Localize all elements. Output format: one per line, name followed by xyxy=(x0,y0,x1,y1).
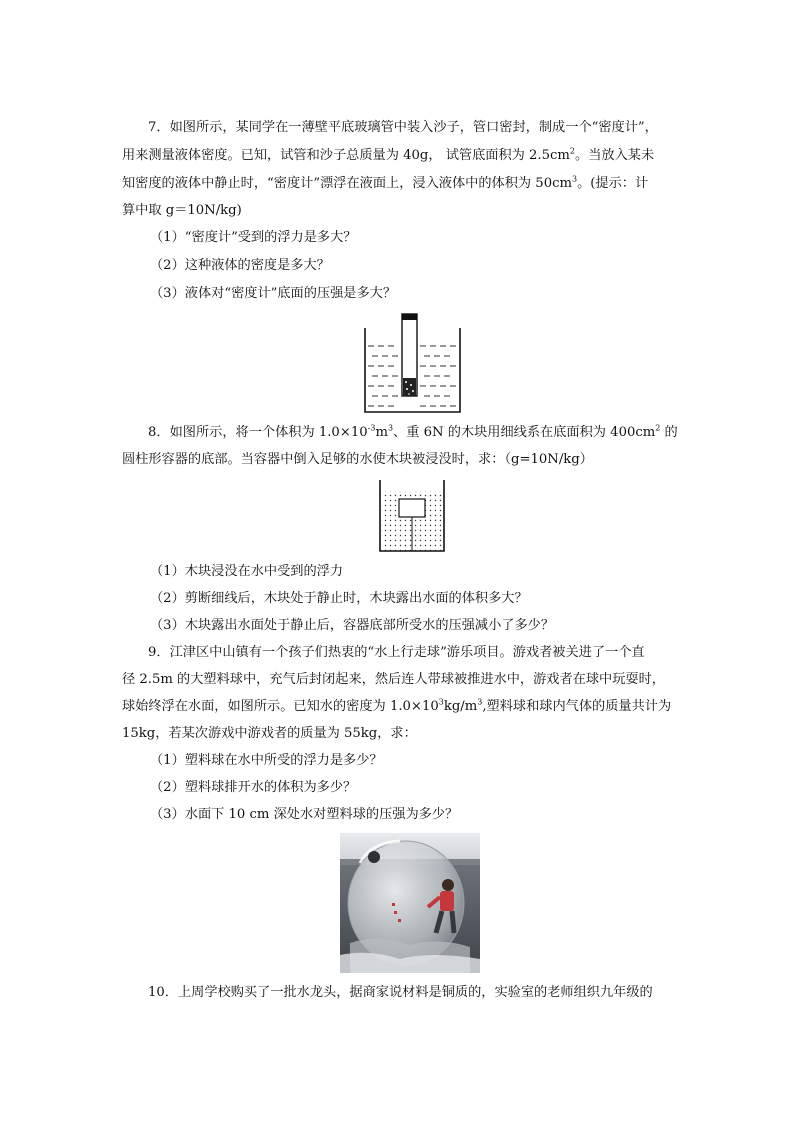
q8-sub-3: （3）木块露出水面处于静止后，容器底部所受水的压强减小了多少？ xyxy=(150,618,555,633)
q7-sub-3: （3）液体对“密度计”底面的压强是多大？ xyxy=(150,286,397,301)
q9-line-2: 径 2.5m 的大塑料球中，充气后封闭起来，然后连人带球被推进水中，游戏者在球中玩耍时， xyxy=(122,672,665,687)
q9-sub-1: （1）塑料球在水中所受的浮力是多少？ xyxy=(150,753,383,768)
q8-line-2: 圆柱形容器的底部。当容器中倒入足够的水使木块被浸没时，求：（g=10N/kg） xyxy=(122,452,593,467)
q8-sub-1: （1）木块浸没在水中受到的浮力 xyxy=(150,564,344,579)
q7-sub-1: （1）“密度计”受到的浮力是多大？ xyxy=(150,230,357,245)
q9-sub-2: （2）塑料球排开水的体积为多少？ xyxy=(150,780,357,795)
block-container-figure xyxy=(379,479,445,553)
q8-sub-2: （2）剪断细线后，木块处于静止时，木块露出水面的体积多大？ xyxy=(150,591,528,606)
q8-line-1: 8．如图所示，将一个体积为 $1.0\times 10^{-3}m^3$、重 6N 的木块用细线系在底面积为 $400cm^2$ 的 xyxy=(148,423,678,440)
q7-sub-2: （2）这种液体的密度是多大？ xyxy=(150,258,330,273)
water-ball-photo xyxy=(340,833,480,973)
q7-line-3: 知密度的液体中静止时，“密度计”漂浮在液面上，浸入液体中的体积为 $50cm^3$。(提示：计 xyxy=(122,174,649,191)
q9-line-3: 球始终浮在水面，如图所示。已知水的密度为 $1.0\times 10^3kg/m^3$,塑料球和球内气体的质量共计为 xyxy=(122,697,672,714)
q10-line-1: 10．上周学校购买了一批水龙头，据商家说材料是铜质的，实验室的老师组织九年级的 xyxy=(148,985,653,1000)
q9-line-1: 9．江津区中山镇有一个孩子们热衷的“水上行走球”游乐项目。游戏者被关进了一个直 xyxy=(148,645,645,660)
q7-line-1: 7．如图所示，某同学在一薄壁平底玻璃管中装入沙子，管口密封，制成一个“密度计”， xyxy=(148,120,658,135)
q9-line-4: 15kg，若某次游戏中游戏者的质量为 55kg，求： xyxy=(122,726,417,741)
q9-sub-3: （3）水面下 10 cm 深处水对塑料球的压强为多少？ xyxy=(150,807,459,822)
density-meter-figure xyxy=(364,312,462,414)
q7-line-4: 算中取 g＝10N/kg) xyxy=(122,203,242,218)
q7-line-2: 用来测量液体密度。已知，试管和沙子总质量为 40g， 试管底面积为 $2.5cm^2$。当放入某未 xyxy=(122,146,655,163)
